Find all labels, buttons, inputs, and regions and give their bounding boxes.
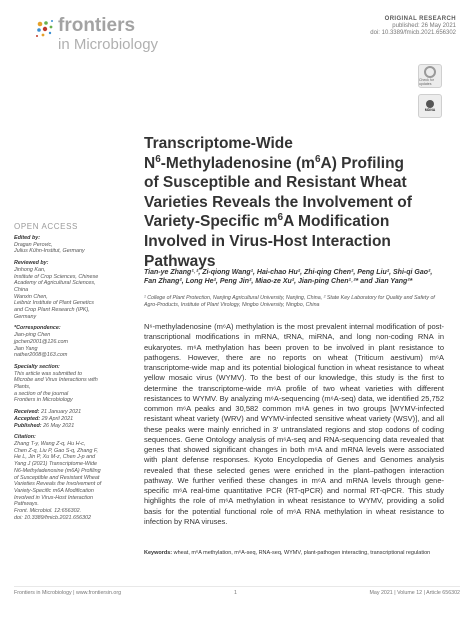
citation-line: N6-Methyladenosine (m6A) Profiling bbox=[14, 467, 101, 474]
check-updates-icon bbox=[424, 66, 436, 78]
title-line: of Susceptible and Resistant Wheat bbox=[144, 174, 407, 192]
citation-line: Front. Microbiol. 12:656302. bbox=[14, 508, 82, 515]
citation-line: Varieties Reveals the Involvement of bbox=[14, 481, 102, 488]
accepted-label: Accepted: bbox=[14, 415, 41, 422]
keywords-label: Keywords: bbox=[144, 550, 173, 556]
check-for-updates-button[interactable] bbox=[418, 64, 442, 88]
edited-by-block bbox=[14, 235, 124, 255]
reviewer-line: China bbox=[14, 286, 29, 293]
correspondence-line: Jian Yang bbox=[14, 345, 38, 352]
citation-line: Involved in Virus-Host Interaction bbox=[14, 494, 94, 501]
reviewed-by-label: Reviewed by: bbox=[14, 260, 49, 267]
mdna-badge[interactable] bbox=[418, 94, 442, 118]
reviewer-line: Wanxin Chen, bbox=[14, 293, 48, 300]
article-doi[interactable]: doi: 10.3389/fmicb.2021.656302 bbox=[370, 30, 456, 36]
footer-volume-info: May 2021 | Volume 12 | Article 656302 bbox=[369, 590, 460, 596]
title-line: Involved in Virus-Host Interaction bbox=[144, 232, 391, 250]
correspondence-label: *Correspondence: bbox=[14, 325, 61, 332]
specialty-line: Plants, bbox=[14, 384, 31, 391]
dates-block bbox=[14, 409, 124, 429]
citation-doi-link[interactable]: doi: 10.3389/fmicb.2021.656302 bbox=[14, 514, 92, 521]
article-type: ORIGINAL RESEARCH bbox=[384, 16, 456, 22]
reviewer-line: Jinhong Kan, bbox=[14, 266, 46, 273]
article-title bbox=[144, 134, 444, 271]
citation-block bbox=[14, 434, 124, 521]
abstract-text: N⁶-methyladenosine (m⁶A) methylation is the most prevalent internal modification of post-transcriptional modifications in mRNA, tRNA, miRNA, and long non-coding RNA in eukaryotes. m⁶A methylation has been proven to be involved in plant resistance to pathogens. However, there are no reports on wheat (Triticum aestivum) m⁶A transcriptome-wide map and its potential biological function in wheat resistance to wheat yellow mosaic virus (WYMV). To the best of our knowledge, this study is the first to determine the transcriptome-wide m⁶A profile of two wheat varieties with different resistances to WYMV. By analyzing m⁶A-sequencing (m⁶A-seq) data, we identified 25,752 common m⁶A peaks and 30,582 common m⁶A genes in two groups [WYMV-infected resistant wheat variety (WRV) and WYMV-infected sensitive wheat variety (WSV)], and all these peaks were mainly enriched in 3′ untranslated regions and stop codons of coding sequences. Gene Ontology analysis of m⁶A-seq and RNA-sequencing data revealed that genes that showed significant changes in both m⁶A and mRNA levels were associated with plant defense responses. Kyoto Encyclopedia of Genes and Genomes analysis revealed that these selected genes were enriched in the plant–pathogen interaction pathway. We further verified these changes in m⁶A and mRNA levels through gene-specific m⁶A real-time quantitative PCR (RT-qPCR) and normal RT-qPCR. This study highlights the role of m⁶A methylation in wheat resistance to WYMV, providing a solid basis for the potential functional role of m⁶A RNA methylation in wheat resistance to infection by RNA viruses. bbox=[144, 322, 444, 526]
published-label: Published: bbox=[14, 422, 42, 429]
title-superscript: 6 bbox=[155, 153, 161, 165]
side-badges bbox=[418, 64, 442, 124]
publication-info bbox=[370, 16, 456, 37]
correspondence-email-link[interactable]: nather2008@163.com bbox=[14, 352, 68, 359]
journal-name: frontiers bbox=[58, 15, 136, 36]
accepted-value: 29 April 2021 bbox=[41, 415, 74, 422]
author-list: Tian-ye Zhang¹˒², Zi-qiong Wang¹, Hai-chao Hu², Zhi-qing Chen², Peng Liu², Shi-qi Gao², Fan Zhang², Long He², Peng Jin², Miao-ze Xu², Jian-ping Chen¹˒²* and Jian Yang²* bbox=[144, 269, 433, 286]
citation-line: of Susceptible and Resistant Wheat bbox=[14, 474, 100, 481]
title-superscript: 6 bbox=[314, 153, 321, 165]
mdna-label: MDNA bbox=[424, 108, 436, 112]
keywords-list: wheat, m⁶A methylation, m⁶A-seq, RNA-seq, WYMV, plant-pathogen interacting, transcriptional regulation bbox=[173, 550, 431, 556]
page-footer bbox=[14, 586, 460, 599]
accepted-date bbox=[14, 416, 124, 423]
specialty-line: Microbe and Virus Interactions with bbox=[14, 377, 98, 384]
title-line: -Methyladenosine (m bbox=[160, 154, 315, 172]
citation-line: Pathways. bbox=[14, 501, 39, 508]
title-line: Variety-Specific m bbox=[144, 213, 278, 231]
received-value: 21 January 2021 bbox=[40, 409, 82, 416]
keywords bbox=[144, 550, 444, 557]
title-line: Varieties Reveals the Involvement of bbox=[144, 193, 412, 211]
footer-journal-link[interactable]: Frontiers in Microbiology | www.frontiersin.org bbox=[14, 590, 122, 596]
reviewer-line: and Crop Plant Research (IPK), bbox=[14, 307, 90, 314]
citation-line: Variety-Specific m6A Modification bbox=[14, 487, 94, 494]
page-header bbox=[14, 12, 460, 58]
citation-line: He L, Jin P, Xu M-z, Chen J-p and bbox=[14, 454, 96, 461]
editor-line: Julius Kühn-Institut, Germany bbox=[14, 248, 85, 255]
published-value: 26 May 2021 bbox=[43, 422, 75, 429]
reviewer-line: Institute of Crop Sciences, Chinese bbox=[14, 273, 99, 280]
check-updates-label: Check for updates bbox=[419, 78, 434, 86]
correspondence-line: Jian-ping Chen bbox=[14, 332, 51, 339]
specialty-section-block bbox=[14, 364, 124, 404]
citation-line: Chen Z-q, Liu P, Gao S-q, Zhang F, bbox=[14, 447, 98, 454]
title-line: A Modification bbox=[283, 213, 390, 231]
specialty-line: Frontiers in Microbiology bbox=[14, 397, 73, 404]
title-line: N bbox=[144, 154, 156, 172]
title-superscript: 6 bbox=[277, 212, 284, 224]
edited-by-label: Edited by: bbox=[14, 235, 41, 241]
specialty-line: This article was submitted to bbox=[14, 370, 83, 377]
received-date bbox=[14, 409, 124, 416]
citation-label: Citation: bbox=[14, 434, 36, 441]
journal-subname: in Microbiology bbox=[58, 36, 159, 53]
frontiers-logo-icon bbox=[34, 18, 56, 40]
correspondence-block bbox=[14, 325, 124, 359]
specialty-section-label: Specialty section: bbox=[14, 363, 60, 370]
citation-line: Zhang T-y, Wang Z-q, Hu H-c, bbox=[14, 440, 86, 447]
published-date-sidebar bbox=[14, 423, 124, 430]
received-label: Received: bbox=[14, 409, 40, 416]
title-line: A) Profiling bbox=[320, 154, 405, 172]
reviewer-line: Leibniz Institute of Plant Genetics bbox=[14, 300, 95, 307]
reviewed-by-block bbox=[14, 260, 124, 320]
editor-line: Dragan Perovic, bbox=[14, 241, 53, 248]
citation-line: Yang J (2021) Transcriptome-Wide bbox=[14, 461, 98, 468]
title-line: Pathways bbox=[144, 252, 216, 270]
reviewer-line: Germany bbox=[14, 313, 37, 320]
correspondence-email-link[interactable]: jpchen2001@126.com bbox=[14, 338, 69, 345]
open-access-label: OPEN ACCESS bbox=[14, 222, 78, 231]
mdna-icon bbox=[426, 100, 434, 108]
article-sidebar bbox=[14, 235, 124, 526]
specialty-line: a section of the journal bbox=[14, 390, 69, 397]
page-number: 1 bbox=[234, 590, 237, 596]
affiliations: ¹ College of Plant Protection, Nanjing Agricultural University, Nanjing, China, ² State Key Laboratory for Quality and Safety of Agro-Products, Institute of Plant Virology, Ningbo University, Ningbo, China bbox=[144, 295, 435, 308]
published-date: published: 26 May 2021 bbox=[392, 23, 456, 29]
reviewer-line: Academy of Agricultural Sciences, bbox=[14, 280, 96, 287]
title-line: Transcriptome-Wide bbox=[144, 135, 293, 152]
